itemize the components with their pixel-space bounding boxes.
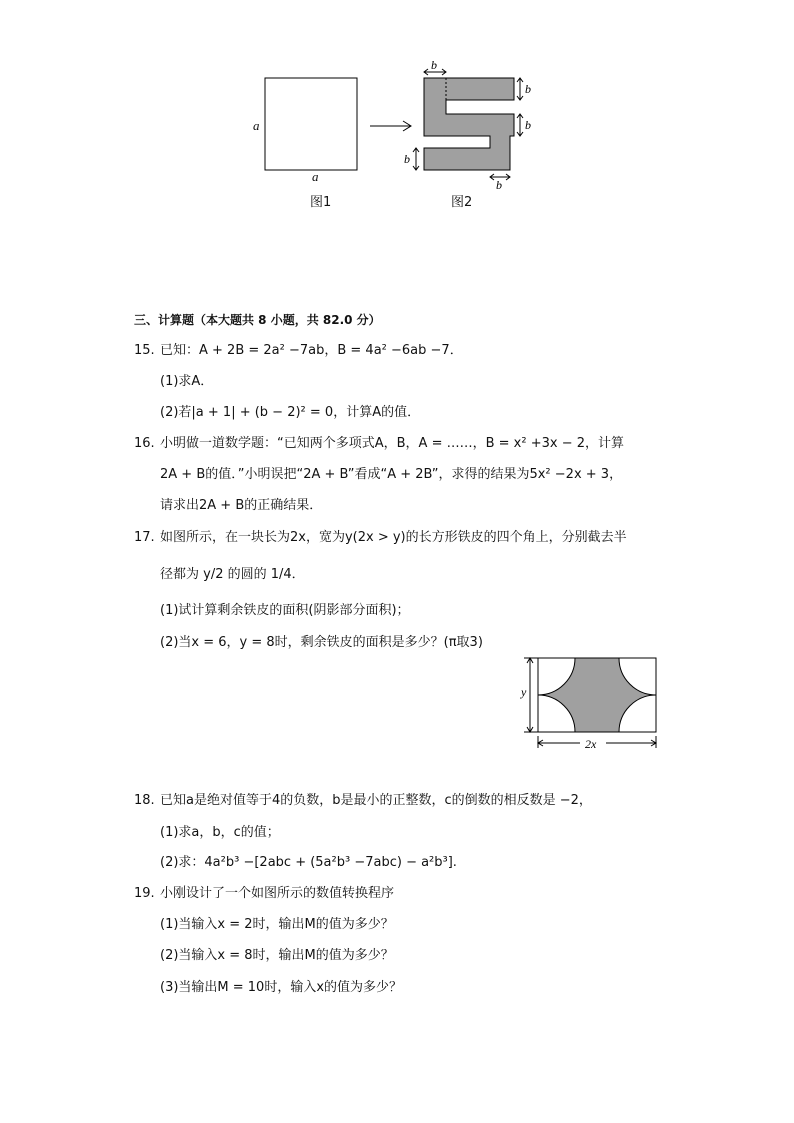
question-17-line-2: 径都为 y/2 的圆的 1/4． bbox=[160, 567, 305, 582]
fig2-b-right-1: b bbox=[525, 82, 531, 96]
figure-1-square bbox=[245, 70, 375, 210]
fig1-caption: 图1 bbox=[310, 195, 332, 210]
figure-3-rectangle-quarter-circles bbox=[516, 652, 666, 752]
question-18-part-2: (2)求：4a²b³ −[2abc + (5a²b³ −7abc) − a²b³]. bbox=[160, 855, 457, 870]
fig2-b-top: b bbox=[431, 58, 437, 72]
question-16-line-1: 小明做一道数学题：“已知两个多项式A，B，A = ……，B = x² +3x − 2，计算 bbox=[160, 436, 624, 451]
section-header: 三、计算题（本大题共 8 小题，共 82.0 分） bbox=[134, 313, 381, 327]
question-19-part-2: (2)当输入x = 8时，输出M的值为多少？ bbox=[160, 948, 394, 963]
question-16-number: 16. bbox=[134, 436, 155, 451]
question-19-part-1: (1)当输入x = 2时，输出M的值为多少？ bbox=[160, 917, 394, 932]
fig2-b-right-2: b bbox=[525, 118, 531, 132]
question-17-part-1: (1)试计算剩余铁皮的面积(阴影部分面积)； bbox=[160, 603, 410, 618]
question-18-number: 18. bbox=[134, 793, 155, 808]
question-17-number: 17. bbox=[134, 530, 155, 545]
question-17-part-2: (2)当x = 6，y = 8时，剩余铁皮的面积是多少？(π取3) bbox=[160, 635, 483, 650]
fig3-y-label: y bbox=[521, 685, 527, 699]
question-17-line-1: 如图所示，在一块长为2x，宽为y(2x > y)的长方形铁皮的四个角上，分别截去半 bbox=[160, 530, 627, 545]
figure-2-s-shape bbox=[398, 56, 548, 192]
fig3-2x-label: 2x bbox=[585, 737, 597, 751]
fig1-side-label-left: a bbox=[253, 118, 260, 133]
question-16-line-2: 2A + B的值．”小明误把“2A + B”看成“A + 2B”，求得的结果为5x² −2x + 3， bbox=[160, 467, 623, 482]
fig2-b-left: b bbox=[404, 152, 410, 166]
question-18-part-1: (1)求a，b，c的值； bbox=[160, 825, 280, 840]
question-19-part-3: (3)当输出M = 10时，输入x的值为多少？ bbox=[160, 980, 403, 995]
question-15-number: 15. bbox=[134, 343, 155, 358]
question-15-part-1: (1)求A． bbox=[160, 374, 214, 389]
question-19-number: 19. bbox=[134, 886, 155, 901]
question-15-stem: 已知：A + 2B = 2a² −7ab，B = 4a² −6ab −7． bbox=[160, 343, 463, 358]
question-18-stem: 已知a是绝对值等于4的负数，b是最小的正整数，c的倒数的相反数是 −2， bbox=[160, 793, 592, 808]
fig2-b-bottom: b bbox=[496, 178, 502, 192]
question-15-part-2: (2)若|a + 1| + (b − 2)² = 0，计算A的值． bbox=[160, 405, 421, 420]
fig1-side-label-bottom: a bbox=[312, 169, 319, 184]
question-19-stem: 小刚设计了一个如图所示的数值转换程序 bbox=[160, 886, 395, 901]
question-16-line-3: 请求出2A + B的正确结果． bbox=[160, 498, 323, 513]
fig2-caption: 图2 bbox=[451, 195, 473, 210]
